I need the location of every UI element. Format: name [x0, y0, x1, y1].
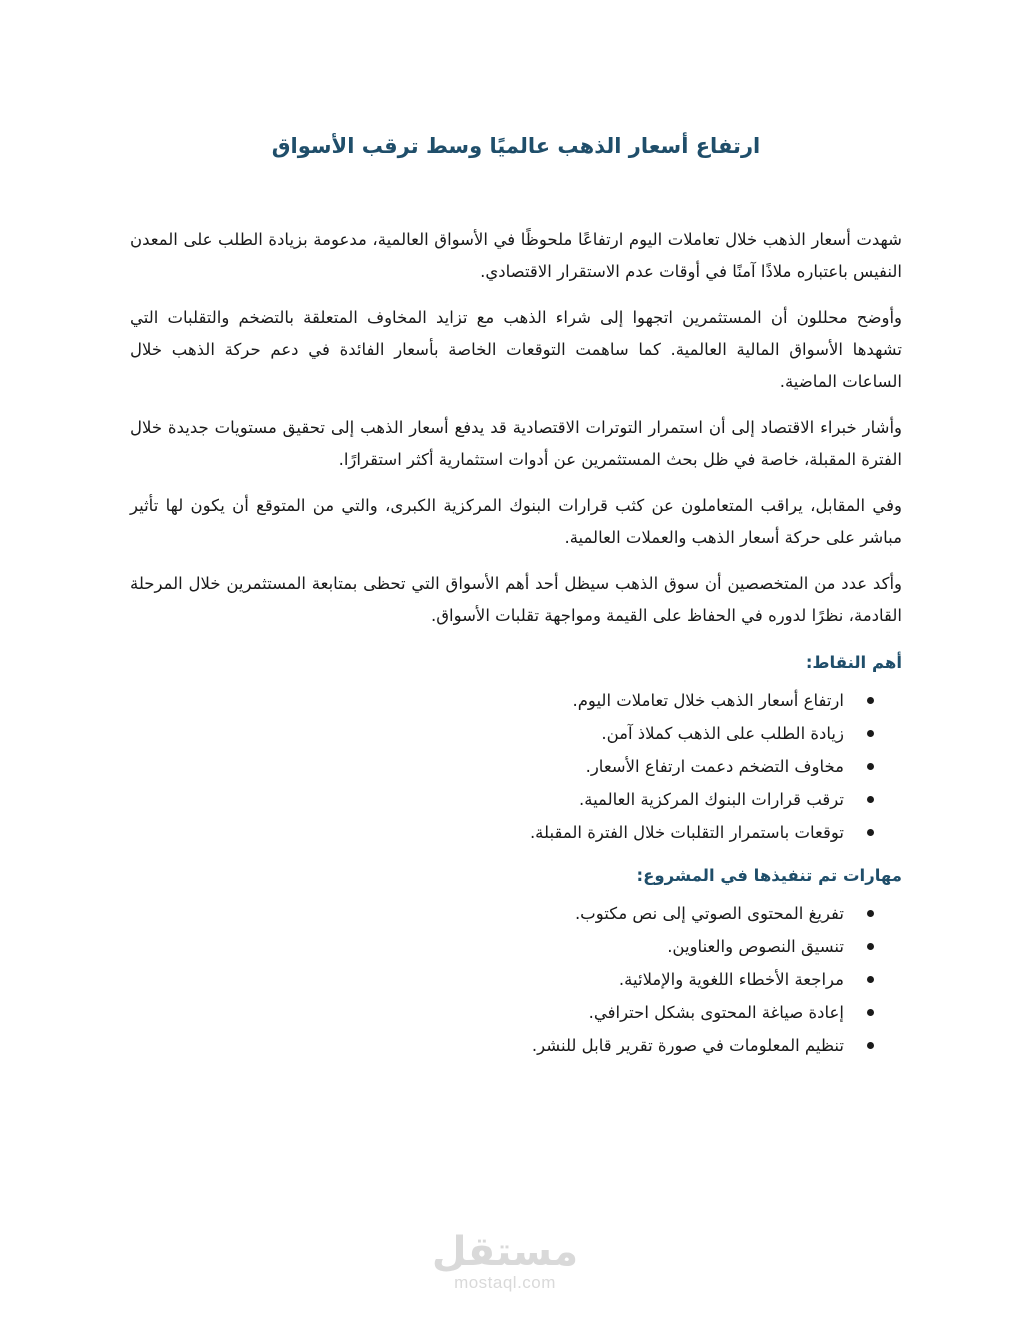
- list-item-text: مراجعة الأخطاء اللغوية والإملائية.: [618, 970, 844, 989]
- list-item: [130, 963, 844, 996]
- mostaql-watermark-logo: [430, 1230, 580, 1300]
- watermark-name: مستقل: [431, 1229, 579, 1275]
- bullet-icon: [867, 1042, 874, 1049]
- bullet-icon: [867, 697, 874, 704]
- key-points-list: [130, 684, 902, 849]
- bullet-icon: [867, 763, 874, 770]
- list-item-text: تنظيم المعلومات في صورة تقرير قابل للنشر.: [531, 1036, 844, 1055]
- list-item-text: زيادة الطلب على الذهب كملاذ آمن.: [601, 724, 844, 743]
- bullet-icon: [867, 796, 874, 803]
- paragraph-5: وأكد عدد من المتخصصين أن سوق الذهب سيظل أحد أهم الأسواق التي تحظى بمتابعة المستثمرين خلال المرحلة القادمة، نظرًا لدوره في الحفاظ على القيمة ومواجهة تقلبات الأسواق.: [130, 574, 902, 625]
- skills-list: [130, 897, 902, 1062]
- list-item: [130, 684, 844, 717]
- list-item-text: ارتفاع أسعار الذهب خلال تعاملات اليوم.: [572, 691, 844, 710]
- bullet-icon: [867, 910, 874, 917]
- list-item-text: مخاوف التضخم دعمت ارتفاع الأسعار.: [585, 757, 844, 776]
- list-item: [130, 996, 844, 1029]
- bullet-icon: [867, 1009, 874, 1016]
- paragraph-2: وأوضح محللون أن المستثمرين اتجهوا إلى شراء الذهب مع تزايد المخاوف المتعلقة بالتضخم والتقلبات التي تشهدها الأسواق المالية العالمية. كما ساهمت التوقعات الخاصة بأسعار الفائدة في دعم حركة الذهب خلال الساعات الماضية.: [130, 308, 902, 391]
- list-item: [130, 783, 844, 816]
- paragraph-4: وفي المقابل، يراقب المتعاملون عن كثب قرارات البنوك المركزية الكبرى، والتي من المتوقع أن يكون لها تأثير مباشر على حركة أسعار الذهب والعملات العالمية.: [130, 496, 902, 547]
- bullet-icon: [867, 829, 874, 836]
- list-item-text: توقعات باستمرار التقلبات خلال الفترة المقبلة.: [529, 823, 844, 842]
- list-item: [130, 717, 844, 750]
- list-item: [130, 1029, 844, 1062]
- watermark-url: mostaql.com: [454, 1273, 556, 1292]
- key-points-heading: أهم النقاط:: [805, 653, 902, 672]
- page-title: ارتفاع أسعار الذهب عالميًا وسط ترقب الأسواق: [271, 134, 761, 158]
- list-item: [130, 816, 844, 849]
- list-item: [130, 930, 844, 963]
- bullet-icon: [867, 730, 874, 737]
- list-item-text: إعادة صياغة المحتوى بشكل احترافي.: [588, 1003, 844, 1022]
- list-item: [130, 897, 844, 930]
- document-body: [130, 118, 902, 1072]
- list-item-text: تنسيق النصوص والعناوين.: [667, 937, 844, 956]
- paragraph-3: وأشار خبراء الاقتصاد إلى أن استمرار التوترات الاقتصادية قد يدفع أسعار الذهب إلى تحقيق مستويات جديدة خلال الفترة المقبلة، خاصة في ظل بحث المستثمرين عن أدوات استثمارية أكثر استقرارًا.: [130, 418, 902, 469]
- list-item-text: تفريغ المحتوى الصوتي إلى نص مكتوب.: [574, 904, 844, 923]
- paragraph-1: شهدت أسعار الذهب خلال تعاملات اليوم ارتفاعًا ملحوظًا في الأسواق العالمية، مدعومة بزيادة الطلب على المعدن النفيس باعتباره ملاذًا آمنًا في أوقات عدم الاستقرار الاقتصادي.: [130, 230, 902, 281]
- list-item: [130, 750, 844, 783]
- skills-heading: مهارات تم تنفيذها في المشروع:: [636, 866, 902, 885]
- bullet-icon: [867, 976, 874, 983]
- list-item-text: ترقب قرارات البنوك المركزية العالمية.: [578, 790, 844, 809]
- bullet-icon: [867, 943, 874, 950]
